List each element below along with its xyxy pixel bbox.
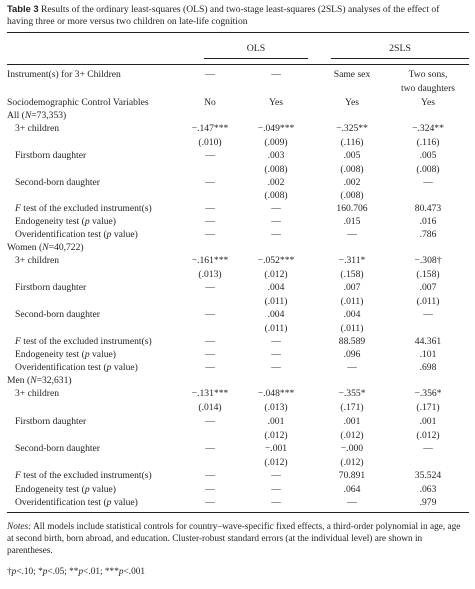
table-cell: — bbox=[423, 177, 433, 188]
table-cell: — bbox=[205, 416, 215, 427]
table-cell: 70.891 bbox=[338, 470, 366, 481]
table-cell: (.012) bbox=[264, 430, 288, 441]
table-cell: 44.361 bbox=[414, 336, 442, 347]
table-cell: .786 bbox=[419, 229, 437, 240]
row-label: Endogeneity test (p value) bbox=[15, 349, 116, 360]
table-cell: Same sex bbox=[333, 69, 371, 80]
table-cell: −.052*** bbox=[257, 255, 295, 266]
row-label: Overidentification test (p value) bbox=[15, 362, 138, 373]
notes-text: All models include statistical controls for country–wave-specific fixed effects, a third-order polynomial in age, age at second birth, born abroad, and education. Cluster-robust standard errors (at the individual level) are shown in parentheses. bbox=[7, 522, 461, 556]
table-cell: (.008) bbox=[340, 190, 364, 201]
table-cell: .003 bbox=[267, 150, 285, 161]
table-cell: .002 bbox=[267, 177, 285, 188]
table-cell: — bbox=[347, 497, 357, 508]
table-cell: (.011) bbox=[264, 323, 288, 334]
ols-span-rule bbox=[204, 58, 308, 59]
table-cell: — bbox=[271, 203, 281, 214]
table-cell: −.311* bbox=[338, 255, 366, 266]
table-cell: — bbox=[271, 349, 281, 360]
table-cell: (.171) bbox=[416, 402, 440, 413]
table-cell: 160.706 bbox=[336, 203, 368, 214]
table-cell: (.012) bbox=[264, 269, 288, 280]
table-cell: — bbox=[423, 443, 433, 454]
row-label: F test of the excluded instrument(s) bbox=[15, 470, 152, 481]
row-label: Second-born daughter bbox=[15, 309, 100, 320]
row-label: Second-born daughter bbox=[15, 177, 100, 188]
table-cell: .005 bbox=[343, 150, 361, 161]
row-label: Firstborn daughter bbox=[15, 416, 87, 427]
table-cell: (.011) bbox=[264, 296, 288, 307]
table-cell: (.158) bbox=[416, 269, 440, 280]
table-cell: .001 bbox=[419, 416, 437, 427]
table-cell: (.014) bbox=[198, 402, 222, 413]
table-cell: (.012) bbox=[340, 430, 364, 441]
row-label: Overidentification test (p value) bbox=[15, 497, 138, 508]
table-cell: (.012) bbox=[340, 457, 364, 468]
table-cell: — bbox=[271, 229, 281, 240]
table-cell: (.116) bbox=[416, 137, 440, 148]
table-notes bbox=[7, 521, 465, 557]
table-cell: — bbox=[205, 69, 215, 80]
table-cell: — bbox=[205, 282, 215, 293]
table-cell: 35.524 bbox=[414, 470, 442, 481]
table-cell: −.325** bbox=[336, 123, 368, 134]
table-cell: two daughters bbox=[400, 83, 456, 94]
table-cell: — bbox=[205, 362, 215, 373]
table-cell: Yes bbox=[345, 97, 359, 108]
table-cell: Yes bbox=[421, 97, 435, 108]
table-cell: .096 bbox=[343, 349, 361, 360]
row-label: Firstborn daughter bbox=[15, 150, 87, 161]
table-cell: .007 bbox=[419, 282, 437, 293]
table-title: Results of the ordinary least-squares (OLS) and two-stage least-squares (2SLS) analyses of the effect of having three or more versus two children on late-life cognition bbox=[7, 4, 440, 27]
row-label: 3+ children bbox=[15, 255, 60, 266]
table-cell: — bbox=[271, 497, 281, 508]
table-cell: — bbox=[271, 216, 281, 227]
row-label: Sociodemographic Control Variables bbox=[7, 97, 149, 108]
table-cell: .101 bbox=[419, 349, 437, 360]
table-cell: (.008) bbox=[416, 164, 440, 175]
table-cell: (.013) bbox=[264, 402, 288, 413]
table-cell: Yes bbox=[269, 97, 283, 108]
table-cell: .015 bbox=[343, 216, 361, 227]
row-label: F test of the excluded instrument(s) bbox=[15, 203, 152, 214]
table-cell: −.324** bbox=[412, 123, 444, 134]
table-cell: .001 bbox=[267, 416, 285, 427]
table-cell: Two sons, bbox=[408, 69, 448, 80]
table-cell: — bbox=[423, 309, 433, 320]
table-cell: .002 bbox=[343, 177, 361, 188]
table-cell: (.008) bbox=[340, 164, 364, 175]
table-cell: −.049*** bbox=[257, 123, 295, 134]
table-cell: (.171) bbox=[340, 402, 364, 413]
table-cell: (.158) bbox=[340, 269, 364, 280]
table-cell: — bbox=[205, 150, 215, 161]
row-label: Overidentification test (p value) bbox=[15, 229, 138, 240]
row-label: Firstborn daughter bbox=[15, 282, 87, 293]
table-cell: — bbox=[271, 484, 281, 495]
table-cell: −.048*** bbox=[257, 388, 295, 399]
table-cell: — bbox=[347, 362, 357, 373]
row-label: Endogeneity test (p value) bbox=[15, 216, 116, 227]
table-cell: (.116) bbox=[340, 137, 364, 148]
table-cell: — bbox=[205, 349, 215, 360]
table-cell: 88.589 bbox=[338, 336, 366, 347]
table-cell: — bbox=[205, 497, 215, 508]
row-label: 3+ children bbox=[15, 123, 60, 134]
table-cell: (.009) bbox=[264, 137, 288, 148]
table-cell: (.013) bbox=[198, 269, 222, 280]
row-label: Women (N=40,722) bbox=[7, 242, 84, 253]
table-cell: 80.473 bbox=[414, 203, 442, 214]
row-label: All (N=73,353) bbox=[7, 110, 67, 121]
table-cell: .007 bbox=[343, 282, 361, 293]
table-cell: .004 bbox=[343, 309, 361, 320]
table-cell: −.355* bbox=[338, 388, 366, 399]
table-cell: — bbox=[271, 362, 281, 373]
table-cell: (.011) bbox=[416, 296, 440, 307]
table-cell: — bbox=[205, 203, 215, 214]
table-cell: (.010) bbox=[198, 137, 222, 148]
table-cell: (.011) bbox=[340, 296, 364, 307]
table-label: Table 3 bbox=[7, 3, 39, 14]
table-cell: No bbox=[204, 97, 216, 108]
row-label: 3+ children bbox=[15, 388, 60, 399]
table-cell: −.308† bbox=[414, 255, 442, 266]
significance-legend: †p<.10; *p<.05; **p<.01; ***p<.001 bbox=[7, 567, 146, 577]
row-label: Endogeneity test (p value) bbox=[15, 484, 116, 495]
table-cell: (.011) bbox=[340, 323, 364, 334]
group-header-2sls: 2SLS bbox=[389, 43, 411, 54]
row-label: Instrument(s) for 3+ Children bbox=[7, 69, 121, 80]
table-cell: .016 bbox=[419, 216, 437, 227]
table-cell: (.008) bbox=[264, 190, 288, 201]
row-label: Second-born daughter bbox=[15, 443, 100, 454]
table-cell: — bbox=[271, 470, 281, 481]
row-label: F test of the excluded instrument(s) bbox=[15, 336, 152, 347]
tsls-span-rule bbox=[331, 58, 469, 59]
table-cell: .001 bbox=[343, 416, 361, 427]
table-cell: .064 bbox=[343, 484, 361, 495]
table-cell: −.161*** bbox=[191, 255, 229, 266]
table-cell: — bbox=[205, 484, 215, 495]
top-rule bbox=[7, 32, 469, 33]
table-cell: .005 bbox=[419, 150, 437, 161]
table-cell: — bbox=[205, 443, 215, 454]
table-cell: .698 bbox=[419, 362, 437, 373]
table-cell: — bbox=[205, 309, 215, 320]
table-cell: −.000 bbox=[340, 443, 364, 454]
table-cell: −.147*** bbox=[191, 123, 229, 134]
notes-label: Notes: bbox=[7, 522, 32, 532]
table-cell: .063 bbox=[419, 484, 437, 495]
table-caption bbox=[7, 3, 467, 28]
table-cell: (.012) bbox=[264, 457, 288, 468]
table-cell: — bbox=[205, 470, 215, 481]
table-cell: .979 bbox=[419, 497, 437, 508]
table-cell: — bbox=[205, 216, 215, 227]
table-cell: −.356* bbox=[414, 388, 442, 399]
table-cell: — bbox=[347, 229, 357, 240]
table-cell: — bbox=[271, 69, 281, 80]
table-cell: — bbox=[205, 177, 215, 188]
table-cell: — bbox=[205, 336, 215, 347]
table-cell: (.008) bbox=[264, 164, 288, 175]
header-rule bbox=[7, 64, 469, 65]
bottom-rule bbox=[7, 512, 469, 513]
table-cell: .004 bbox=[267, 282, 285, 293]
table-cell: — bbox=[271, 336, 281, 347]
table-cell: .004 bbox=[267, 309, 285, 320]
table-cell: (.012) bbox=[416, 430, 440, 441]
table-cell: — bbox=[205, 229, 215, 240]
row-label: Men (N=32,631) bbox=[7, 375, 72, 386]
table-cell: −.001 bbox=[264, 443, 288, 454]
table-cell: −.131*** bbox=[191, 388, 229, 399]
group-header-ols: OLS bbox=[246, 43, 266, 54]
